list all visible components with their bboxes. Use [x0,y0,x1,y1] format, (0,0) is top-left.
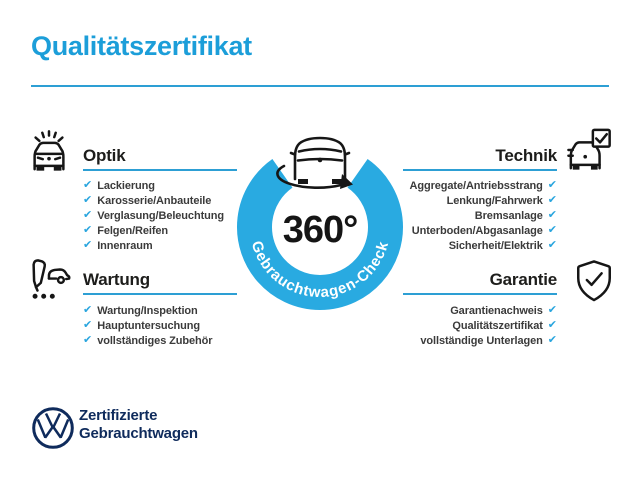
garantie-divider [403,293,557,295]
optik-item-list [83,178,237,253]
check-icon: ✔ [83,179,93,191]
list-item: ✔ Wartung/Inspektion [83,304,198,317]
check-icon: ✔ [547,239,557,251]
garantie-item-list [403,303,557,348]
list-item: Garantienachweis ✔ [450,304,557,317]
check-icon: ✔ [83,239,93,251]
check-icon: ✔ [547,194,557,206]
section-heading-optik: Optik [83,146,126,165]
car-checkbox-icon [566,127,614,173]
check-icon: ✔ [83,304,93,316]
check-icon: ✔ [83,209,93,221]
list-item: Aggregate/Antriebsstrang ✔ [409,179,557,192]
check-icon: ✔ [547,304,557,316]
list-item: Sicherheit/Elektrik ✔ [448,239,557,252]
list-item: Lenkung/Fahrwerk ✔ [446,194,557,207]
list-item: ✔ Innenraum [83,239,153,252]
list-item: ✔ Karosserie/Anbauteile [83,194,212,207]
check-icon: ✔ [547,319,557,331]
check-icon: ✔ [547,179,557,191]
ring-curved-label: Gebrauchtwagen-Check [247,238,393,302]
check-icon: ✔ [547,224,557,236]
pen-car-checklist-icon [25,257,71,303]
title-divider [31,85,609,87]
list-item: ✔ Hauptuntersuchung [83,319,201,332]
car-shine-icon [26,128,72,174]
page-title: Qualitätszertifikat [31,31,252,61]
vw-logo-icon [31,406,75,450]
optik-divider [83,169,237,171]
list-item: Bremsanlage ✔ [474,209,557,222]
check-icon: ✔ [83,194,93,206]
check-icon: ✔ [547,334,557,346]
list-item: ✔ Felgen/Reifen [83,224,169,237]
list-item: ✔ Verglasung/Beleuchtung [83,209,224,222]
list-item: Unterboden/Abgasanlage ✔ [411,224,557,237]
list-item: Qualitätszertifikat ✔ [452,319,557,332]
degree-label: 360° [282,209,358,251]
list-item: ✔ vollständiges Zubehör [83,334,213,347]
shield-check-icon [573,258,615,304]
list-item: ✔ Lackierung [83,179,155,192]
check-icon: ✔ [83,319,93,331]
brand-wordmark [79,407,198,443]
section-heading-technik: Technik [495,146,557,165]
check-icon: ✔ [83,334,93,346]
brand-line1: Zertifizierte [79,407,158,424]
section-heading-wartung: Wartung [83,270,150,289]
technik-item-list [403,178,557,253]
wartung-item-list [83,303,237,348]
wartung-divider [83,293,237,295]
check-icon: ✔ [83,224,93,236]
list-item: vollständige Unterlagen ✔ [420,334,557,347]
section-heading-garantie: Garantie [489,270,557,289]
brand-line2: Gebrauchtwagen [79,425,198,442]
technik-divider [403,169,557,171]
check-icon: ✔ [547,209,557,221]
